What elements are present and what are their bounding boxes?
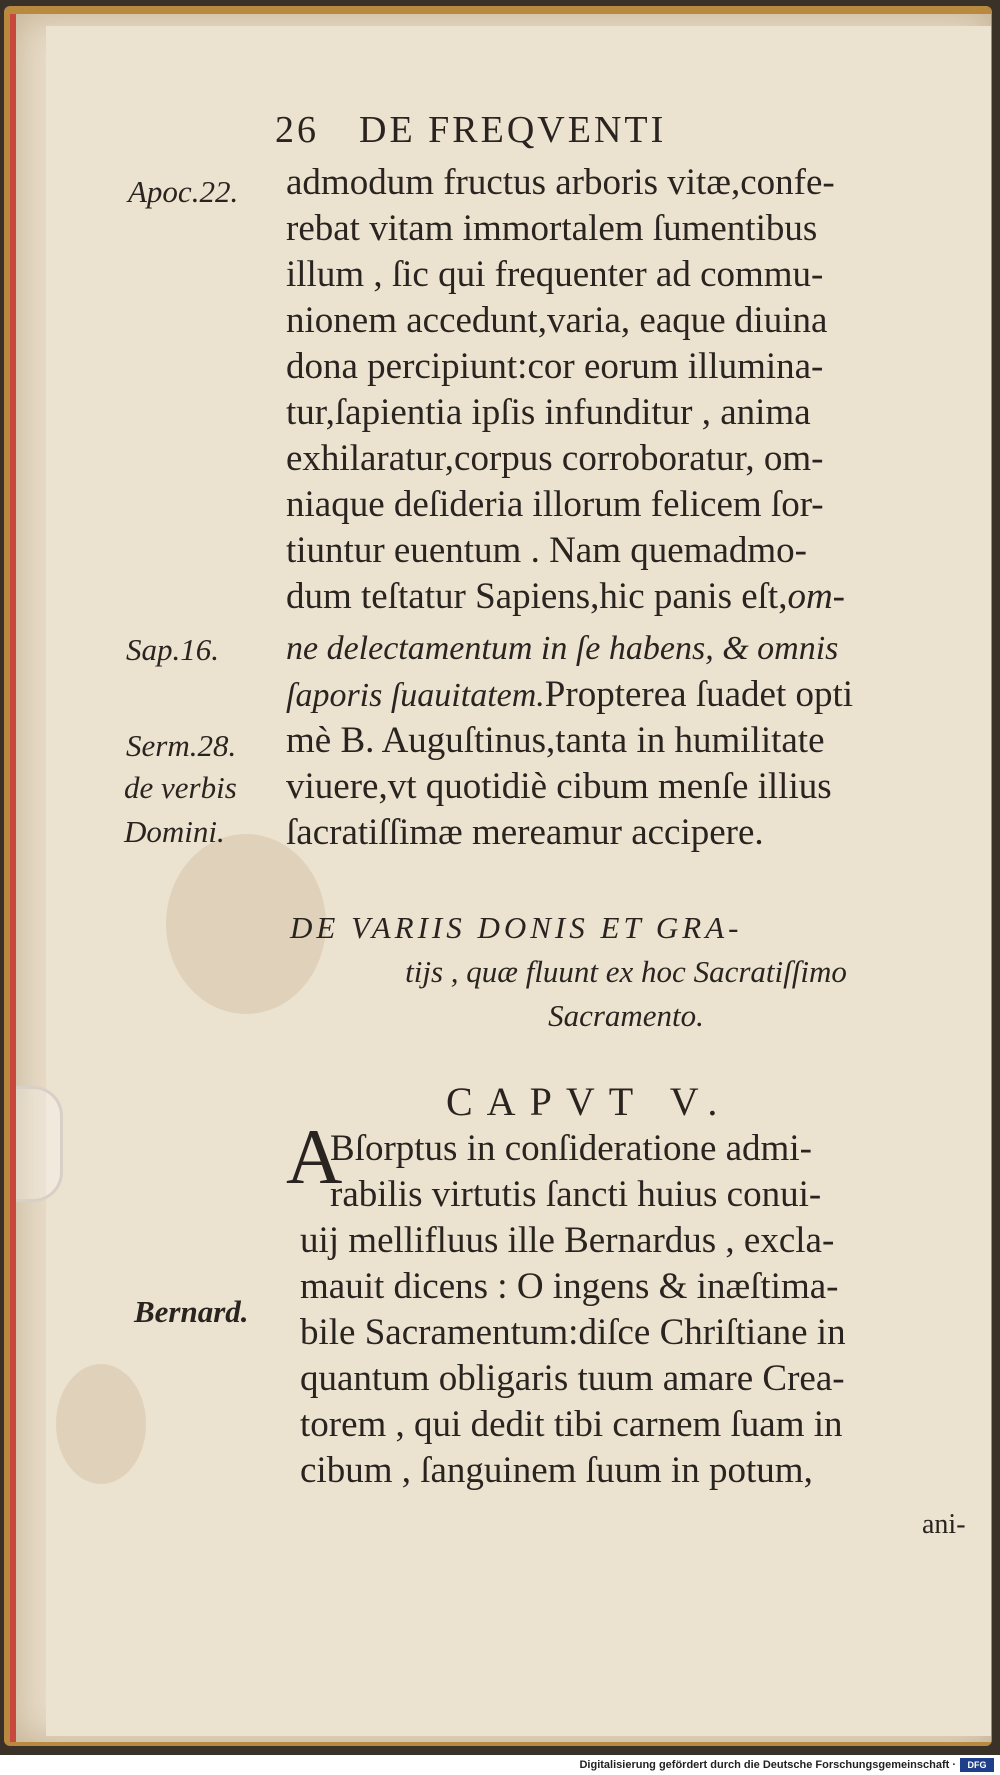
funding-credit: Digitalisierung gefördert durch die Deutsche Forschungsgemeinschaft · — [579, 1759, 956, 1771]
margin-note: de verbis — [124, 770, 237, 805]
text-line — [286, 672, 853, 719]
heading-line: DE VARIIS DONIS ET GRA- — [290, 910, 743, 945]
chapter-number: CAPVT V. — [446, 1079, 732, 1124]
text-line: rebat vitam immortalem ſumentibus — [286, 208, 818, 249]
text-line: mè B. Auguſtinus,tanta in humilitate — [286, 720, 825, 761]
drop-capital: A — [286, 1113, 343, 1200]
footer-bar — [0, 1755, 1000, 1775]
text-line: bile Sacramentum:diſce Chriſtiane in — [300, 1312, 846, 1353]
text-line: tiuntur euentum . Nam quemadmo- — [286, 530, 807, 571]
clasp-mark — [14, 1086, 63, 1202]
margin-note: Sap.16. — [126, 632, 219, 667]
catchword: ani- — [922, 1509, 966, 1540]
margin-note: Domini. — [124, 814, 225, 849]
heading-line: tijs , quæ fluunt ex hoc Sacratiſſimo — [405, 954, 847, 989]
text-roman: Propterea ſuadet opti — [544, 674, 854, 715]
margin-note: Apoc.22. — [128, 174, 239, 209]
text-italic: om- — [787, 576, 845, 617]
running-head — [275, 108, 666, 152]
page-number: 26 — [275, 109, 319, 151]
text-line-italic: ne delectamentum in ſe habens, & omnis — [286, 630, 839, 667]
margin-note: Serm.28. — [126, 728, 237, 763]
header-title: DE FREQVENTI — [359, 109, 667, 151]
text-line: uij mellifluus ille Bernardus , excla- — [300, 1220, 835, 1261]
text-line — [286, 574, 845, 620]
text-line: exhilaratur,corpus corroboratur, om- — [286, 438, 824, 479]
text-line: quantum obligaris tuum amare Crea- — [300, 1358, 845, 1399]
text-line: cibum , ſanguinem ſuum in potum, — [300, 1450, 813, 1491]
text-line: ſacratiſſimæ mereamur accipere. — [286, 812, 764, 853]
text-line: mauit dicens : O ingens & inæſtima- — [300, 1266, 839, 1307]
text-line: rabilis virtutis ſancti huius conui- — [330, 1174, 822, 1215]
text-line: nionem accedunt,varia, eaque diuina — [286, 300, 828, 341]
heading-line: Sacramento. — [548, 998, 704, 1033]
text-line: admodum fructus arboris vitæ,confe- — [286, 162, 835, 203]
chapter-heading — [286, 906, 966, 1038]
text-line: dona percipiunt:cor eorum illumina- — [286, 346, 824, 387]
text-line: viuere,vt quotidiè cibum menſe illius — [286, 766, 832, 807]
text-line: illum , ſic qui frequenter ad commu- — [286, 254, 824, 295]
text-italic: ſaporis ſuauitatem. — [286, 677, 545, 714]
text-line: tur,ſapientia ipſis infunditur , anima — [286, 392, 811, 433]
margin-note: Bernard. — [134, 1294, 249, 1329]
text-roman: dum teſtatur Sapiens,hic panis eſt, — [286, 576, 788, 617]
text-line: Bſorptus in conſideratione admi- — [330, 1128, 812, 1169]
paper-stain — [56, 1364, 146, 1484]
text-line: torem , qui dedit tibi carnem ſuam in — [300, 1404, 843, 1445]
text-line: niaque deſideria illorum felicem ſor- — [286, 484, 824, 525]
dfg-logo: DFG — [960, 1758, 994, 1772]
